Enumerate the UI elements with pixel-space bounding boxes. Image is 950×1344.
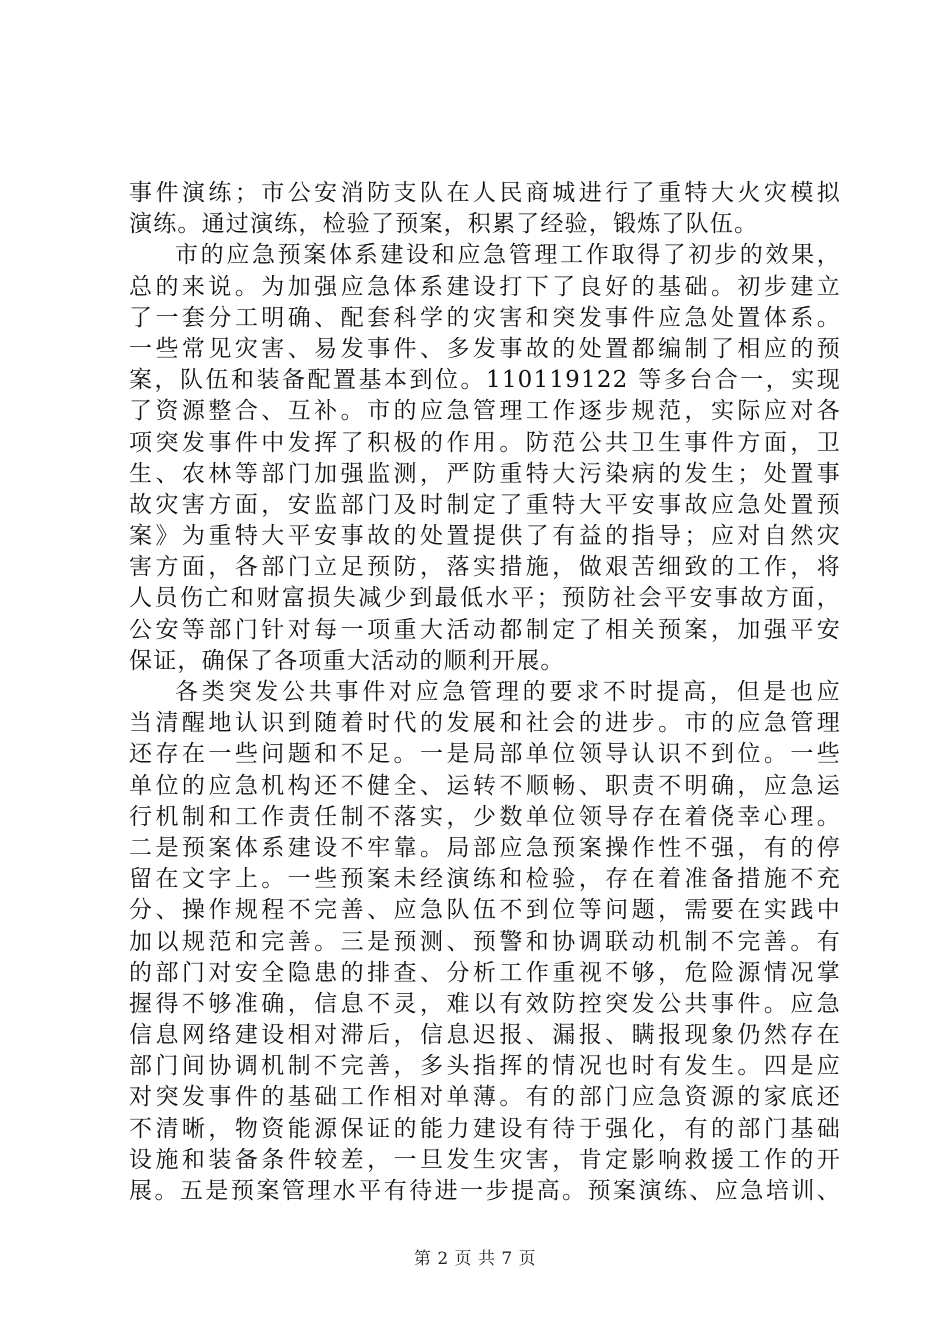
text-line: 当清醒地认识到随着时代的发展和社会的进步。市的应急管理 bbox=[129, 710, 841, 737]
text-line: 各类突发公共事件对应急管理的要求不时提高，但是也应 bbox=[175, 679, 841, 705]
text-line: 二是预案体系建设不牢靠。局部应急预案操作性不强，有的停 bbox=[129, 834, 841, 861]
text-line: 单位的应急机构还不健全、运转不顺畅、职责不明确，应急运 bbox=[129, 772, 841, 799]
text-line: 留在文字上。一些预案未经演练和检验，存在着准备措施不充 bbox=[129, 866, 841, 893]
text-line: 加以规范和完善。三是预测、预警和协调联动机制不完善。有 bbox=[129, 928, 841, 955]
text-line: 保证，确保了各项重大活动的顺利开展。 bbox=[129, 647, 565, 674]
text-line: 信息网络建设相对滞后，信息迟报、漏报、瞒报现象仍然存在 bbox=[129, 1022, 841, 1049]
text-line: 害方面，各部门立足预防，落实措施，做艰苦细致的工作，将 bbox=[129, 554, 841, 581]
text-line: 了资源整合、互补。市的应急管理工作逐步规范，实际应对各 bbox=[129, 398, 841, 425]
text-line: 的部门对安全隐患的排查、分析工作重视不够，危险源情况掌 bbox=[129, 959, 841, 986]
text-line: 故灾害方面，安监部门及时制定了重特大平安事故应急处置预 bbox=[129, 491, 841, 518]
text-line: 分、操作规程不完善、应急队伍不到位等问题，需要在实践中 bbox=[129, 897, 841, 924]
text-line: 案，队伍和装备配置基本到位。110119122 等多台合一，实现 bbox=[129, 367, 841, 394]
text-line: 案》为重特大平安事故的处置提供了有益的指导；应对自然灾 bbox=[129, 523, 841, 550]
text-line: 人员伤亡和财富损失减少到最低水平；预防社会平安事故方面， bbox=[129, 585, 841, 612]
text-line: 演练。通过演练，检验了预案，积累了经验，锻炼了队伍。 bbox=[129, 211, 759, 238]
text-line: 事件演练；市公安消防支队在人民商城进行了重特大火灾模拟 bbox=[129, 180, 841, 206]
text-line: 不清晰，物资能源保证的能力建设有待于强化，有的部门基础 bbox=[129, 1115, 841, 1142]
text-line: 部门间协调机制不完善，多头指挥的情况也时有发生。四是应 bbox=[129, 1053, 841, 1080]
text-line: 生、农林等部门加强监测，严防重特大污染病的发生；处置事 bbox=[129, 460, 841, 487]
text-line: 总的来说。为加强应急体系建设打下了良好的基础。初步建立 bbox=[129, 273, 841, 300]
text-line: 设施和装备条件较差，一旦发生灾害，肯定影响救援工作的开 bbox=[129, 1146, 841, 1173]
text-line: 握得不够准确，信息不灵，难以有效防控突发公共事件。应急 bbox=[129, 990, 841, 1017]
text-line: 行机制和工作责任制不落实，少数单位领导存在着侥幸心理。 bbox=[129, 803, 841, 830]
body-text bbox=[129, 178, 841, 1207]
text-line: 了一套分工明确、配套科学的灾害和突发事件应急处置体系。 bbox=[129, 304, 841, 331]
text-line: 市的应急预案体系建设和应急管理工作取得了初步的效果， bbox=[175, 242, 841, 269]
text-line: 公安等部门针对每一项重大活动都制定了相关预案，加强平安 bbox=[129, 616, 841, 643]
text-line: 展。五是预案管理水平有待进一步提高。预案演练、应急培训、 bbox=[129, 1178, 841, 1204]
text-line: 项突发事件中发挥了积极的作用。防范公共卫生事件方面，卫 bbox=[129, 429, 841, 456]
text-line: 对突发事件的基础工作相对单薄。有的部门应急资源的家底还 bbox=[129, 1084, 841, 1111]
text-line: 一些常见灾害、易发事件、多发事故的处置都编制了相应的预 bbox=[129, 335, 841, 362]
text-line: 还存在一些问题和不足。一是局部单位领导认识不到位。一些 bbox=[129, 741, 841, 768]
page-number-footer: 第 2 页 共 7 页 bbox=[413, 1249, 537, 1269]
